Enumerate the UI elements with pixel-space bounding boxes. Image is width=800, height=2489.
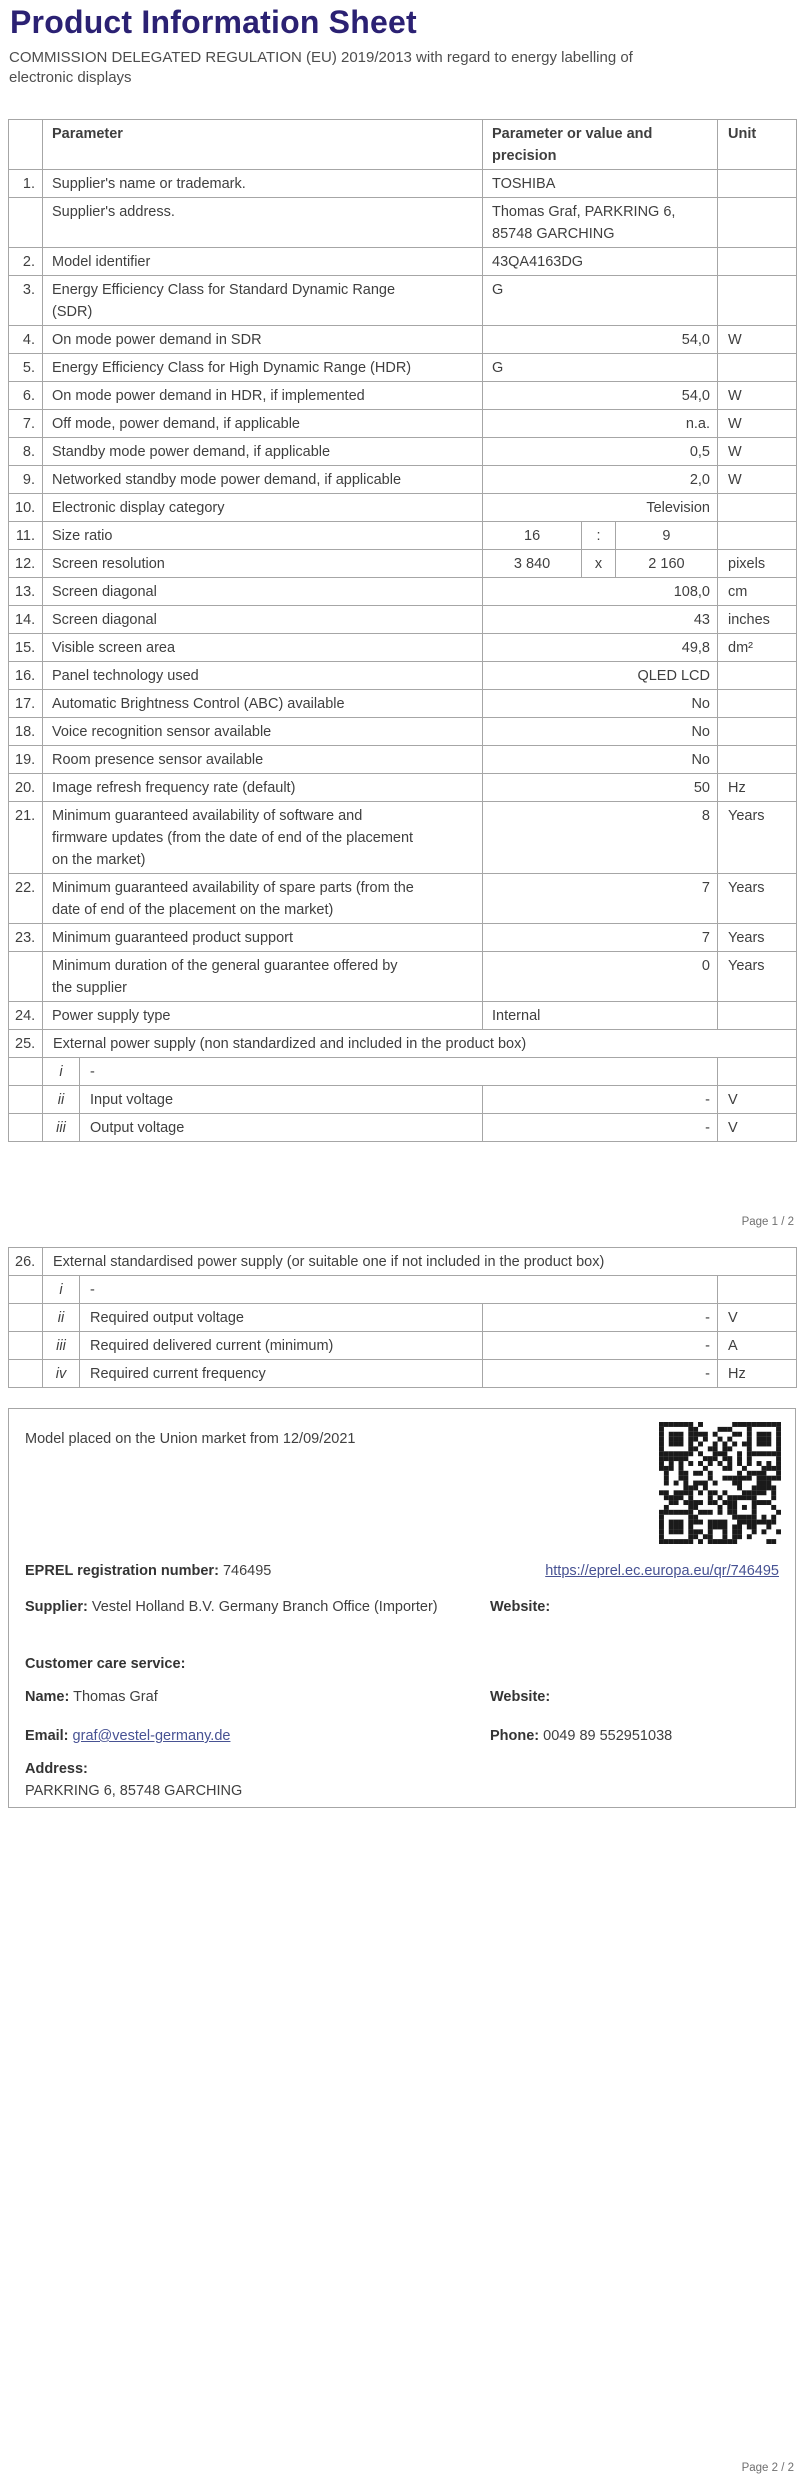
value-cell: - (483, 1332, 718, 1360)
table-row (9, 952, 797, 1002)
contact-phone (490, 1726, 779, 1747)
value-cell: 8 (483, 802, 718, 874)
table-row (9, 248, 797, 276)
sub-parameter-cell: - (80, 1276, 718, 1304)
row-number-cell: 4. (9, 326, 43, 354)
row-number-cell: 25. (9, 1030, 43, 1058)
qr-code-icon (659, 1422, 781, 1544)
unit-cell: V (718, 1086, 797, 1114)
website-field (490, 1597, 779, 1618)
table-row (9, 522, 797, 550)
row-number-cell: 26. (9, 1248, 43, 1276)
contact-email-row (25, 1726, 779, 1747)
parameter-label: Automatic Brightness Control (ABC) available (52, 695, 345, 712)
unit-cell (718, 690, 797, 718)
table-row (9, 410, 797, 438)
unit-cell: Years (718, 874, 797, 924)
value-text: Internal (492, 1007, 541, 1024)
value-cell: 2,0 (483, 466, 718, 494)
value-text: G (492, 281, 504, 298)
table-row (9, 606, 797, 634)
table-row (9, 634, 797, 662)
table-row (9, 1058, 797, 1086)
parameter-cell (43, 634, 483, 662)
parameter-label: Minimum duration of the general guarantee offered by the supplier (52, 957, 398, 996)
unit-cell (718, 522, 797, 550)
unit-cell: V (718, 1114, 797, 1142)
row-number-cell: 11. (9, 522, 43, 550)
table-header-row (9, 120, 797, 170)
row-number-cell: 18. (9, 718, 43, 746)
unit-cell (718, 1276, 797, 1304)
row-number-cell (9, 1058, 43, 1086)
unit-cell (718, 662, 797, 690)
row-number-cell (9, 1086, 43, 1114)
row-number-cell: 7. (9, 410, 43, 438)
value-cell (483, 550, 718, 578)
roman-numeral: iii (43, 1114, 80, 1142)
split-value-left: 16 (524, 527, 541, 544)
row-number-cell: 22. (9, 874, 43, 924)
value-cell (483, 1002, 718, 1030)
value-cell: 0,5 (483, 438, 718, 466)
website-field-2 (490, 1687, 779, 1708)
table-row (9, 326, 797, 354)
page-title: Product Information Sheet (10, 4, 417, 40)
table-row (9, 550, 797, 578)
parameter-label: Screen diagonal (52, 583, 157, 600)
row-number-cell: 1. (9, 170, 43, 198)
parameter-cell (43, 354, 483, 382)
page1-footer: Page 1 / 2 (741, 1216, 794, 1228)
row-number-cell: 21. (9, 802, 43, 874)
supplier-label: Supplier: (25, 1599, 88, 1615)
table-row (9, 1332, 797, 1360)
header-value: Parameter or value and precision (483, 120, 718, 170)
row-number-cell: 2. (9, 248, 43, 276)
row-number-cell: 20. (9, 774, 43, 802)
unit-cell (718, 1058, 797, 1086)
roman-numeral: ii (43, 1304, 80, 1332)
value-cell (483, 522, 718, 550)
table-row (9, 382, 797, 410)
value-cell: - (483, 1360, 718, 1388)
value-text: Thomas Graf, PARKRING 6, 85748 GARCHING (492, 203, 676, 242)
value-cell: 7 (483, 924, 718, 952)
table-row (9, 198, 797, 248)
eprel-value: 746495 (222, 1563, 272, 1579)
table-row (9, 438, 797, 466)
parameter-cell (43, 326, 483, 354)
unit-cell: W (718, 326, 797, 354)
address-label: Address: (25, 1761, 88, 1777)
parameter-label: Minimum guaranteed availability of spare parts (from the date of end of the placement on the market) (52, 879, 414, 918)
parameter-cell (43, 1002, 483, 1030)
customer-care-label: Customer care service: (25, 1656, 186, 1672)
unit-cell: W (718, 466, 797, 494)
unit-cell: pixels (718, 550, 797, 578)
product-parameters-table (8, 119, 797, 1142)
name-label: Name: (25, 1689, 70, 1705)
value-cell: 108,0 (483, 578, 718, 606)
parameter-label: Energy Efficiency Class for Standard Dynamic Range (SDR) (52, 281, 396, 320)
row-number-cell: 23. (9, 924, 43, 952)
eprel-link[interactable]: https://eprel.ec.europa.eu/qr/746495 (545, 1563, 779, 1579)
name-value: Thomas Graf (73, 1689, 158, 1705)
value-cell: - (483, 1086, 718, 1114)
parameter-cell (43, 170, 483, 198)
parameter-cell (43, 438, 483, 466)
row-number-cell: 19. (9, 746, 43, 774)
parameter-cell (43, 410, 483, 438)
split-value-right: 2 160 (648, 555, 685, 572)
value-cell: Television (483, 494, 718, 522)
website-label: Website: (490, 1599, 551, 1615)
table-row (9, 774, 797, 802)
table-row (9, 1248, 797, 1276)
table-row (9, 1030, 797, 1058)
row-number-cell (9, 1276, 43, 1304)
table-row (9, 1114, 797, 1142)
value-cell (483, 276, 718, 326)
unit-cell: inches (718, 606, 797, 634)
unit-cell: W (718, 382, 797, 410)
sub-parameter-cell: Required current frequency (80, 1360, 483, 1388)
table-row (9, 494, 797, 522)
parameter-cell (43, 874, 483, 924)
supplier-row (25, 1597, 779, 1618)
row-number-cell: 5. (9, 354, 43, 382)
unit-cell (718, 276, 797, 326)
row-number-cell (9, 1360, 43, 1388)
parameter-label: Electronic display category (52, 499, 225, 516)
header-empty-cell (9, 120, 43, 170)
address-value: PARKRING 6, 85748 GARCHING (25, 1783, 243, 1799)
parameter-cell (43, 662, 483, 690)
table-row (9, 276, 797, 326)
value-cell (483, 248, 718, 276)
parameter-label: Minimum guaranteed availability of software and firmware updates (from the date of end of the placement on the market) (52, 807, 414, 868)
value-cell (483, 198, 718, 248)
parameter-cell (43, 276, 483, 326)
value-text: TOSHIBA (492, 175, 556, 192)
unit-cell: Hz (718, 1360, 797, 1388)
value-cell: No (483, 690, 718, 718)
split-values (483, 550, 717, 577)
unit-cell: V (718, 1304, 797, 1332)
parameter-cell (43, 606, 483, 634)
sub-parameter-cell: - (80, 1058, 718, 1086)
value-cell: 0 (483, 952, 718, 1002)
parameter-label: Image refresh frequency rate (default) (52, 779, 296, 796)
market-date-line: Model placed on the Union market from 12/09/2021 (25, 1431, 356, 1447)
unit-cell (718, 718, 797, 746)
value-cell (483, 170, 718, 198)
table-row (9, 466, 797, 494)
row-number-cell: 12. (9, 550, 43, 578)
unit-cell: W (718, 438, 797, 466)
sub-parameter-cell: Required output voltage (80, 1304, 483, 1332)
value-cell: No (483, 718, 718, 746)
row-number-cell: 8. (9, 438, 43, 466)
value-cell: QLED LCD (483, 662, 718, 690)
parameter-cell (43, 466, 483, 494)
parameter-label: Size ratio (52, 527, 113, 544)
regulation-subtitle: COMMISSION DELEGATED REGULATION (EU) 2019/2013 with regard to energy labelling of electronic displays (9, 49, 633, 86)
unit-cell: cm (718, 578, 797, 606)
page2-footer: Page 2 / 2 (741, 2462, 794, 2474)
parameter-cell (43, 382, 483, 410)
section-label: External standardised power supply (or suitable one if not included in the product box) (43, 1248, 797, 1276)
phone-value: 0049 89 552951038 (543, 1728, 673, 1744)
parameter-label: Standby mode power demand, if applicable (52, 443, 331, 460)
header-unit: Unit (718, 120, 797, 170)
row-number-cell: 13. (9, 578, 43, 606)
parameter-label: Energy Efficiency Class for High Dynamic Range (HDR) (52, 359, 412, 376)
email-link[interactable]: graf@vestel-germany.de (72, 1728, 231, 1744)
row-number-cell: 17. (9, 690, 43, 718)
roman-numeral: ii (43, 1086, 80, 1114)
table-row (9, 802, 797, 874)
header-parameter: Parameter (43, 120, 483, 170)
eprel-registration (25, 1561, 271, 1582)
parameter-label: On mode power demand in SDR (52, 331, 262, 348)
unit-cell (718, 198, 797, 248)
split-values (483, 522, 717, 549)
unit-cell: Years (718, 924, 797, 952)
unit-cell: Years (718, 952, 797, 1002)
sub-parameter-cell: Required delivered current (minimum) (80, 1332, 483, 1360)
table-row (9, 354, 797, 382)
row-number-cell: 3. (9, 276, 43, 326)
roman-numeral: i (43, 1276, 80, 1304)
value-cell: 7 (483, 874, 718, 924)
unit-cell: dm² (718, 634, 797, 662)
eprel-row (25, 1561, 779, 1582)
row-number-cell: 9. (9, 466, 43, 494)
unit-cell: Hz (718, 774, 797, 802)
eprel-label: EPREL registration number: (25, 1563, 219, 1579)
parameter-cell (43, 952, 483, 1002)
table-row (9, 662, 797, 690)
contact-email (25, 1726, 490, 1747)
table-row (9, 718, 797, 746)
table-row (9, 690, 797, 718)
row-number-cell (9, 1332, 43, 1360)
table-row (9, 746, 797, 774)
unit-cell: A (718, 1332, 797, 1360)
parameter-cell (43, 774, 483, 802)
parameter-label: Minimum guaranteed product support (52, 929, 293, 946)
row-number-cell: 15. (9, 634, 43, 662)
value-cell (483, 354, 718, 382)
table-row (9, 578, 797, 606)
external-psu-table (8, 1247, 797, 1388)
phone-label: Phone: (490, 1728, 540, 1744)
split-separator: x (581, 550, 616, 577)
value-cell: 49,8 (483, 634, 718, 662)
value-cell: 54,0 (483, 382, 718, 410)
parameter-label: Screen resolution (52, 555, 165, 572)
sub-parameter-cell: Input voltage (80, 1086, 483, 1114)
value-cell: No (483, 746, 718, 774)
website-label-2: Website: (490, 1689, 551, 1705)
unit-cell (718, 170, 797, 198)
table-row (9, 170, 797, 198)
table-row (9, 1086, 797, 1114)
roman-numeral: iv (43, 1360, 80, 1388)
row-number-cell (9, 198, 43, 248)
unit-cell (718, 354, 797, 382)
table-row (9, 924, 797, 952)
table-row (9, 1360, 797, 1388)
split-separator: : (581, 522, 616, 549)
row-number-cell: 16. (9, 662, 43, 690)
parameter-label: Supplier's address. (52, 203, 175, 220)
row-number-cell (9, 1304, 43, 1332)
table-row (9, 1304, 797, 1332)
parameter-label: Supplier's name or trademark. (52, 175, 246, 192)
roman-numeral: iii (43, 1332, 80, 1360)
roman-numeral: i (43, 1058, 80, 1086)
unit-cell (718, 494, 797, 522)
value-text: G (492, 359, 504, 376)
parameter-label: Voice recognition sensor available (52, 723, 272, 740)
parameter-label: Power supply type (52, 1007, 171, 1024)
parameter-cell (43, 522, 483, 550)
parameter-cell (43, 746, 483, 774)
split-value-left: 3 840 (513, 555, 551, 572)
value-cell: - (483, 1114, 718, 1142)
row-number-cell: 10. (9, 494, 43, 522)
unit-cell (718, 746, 797, 774)
parameter-label: Networked standby mode power demand, if applicable (52, 471, 402, 488)
value-cell: 54,0 (483, 326, 718, 354)
contact-name-row (25, 1687, 779, 1708)
table-row (9, 1002, 797, 1030)
unit-cell: Years (718, 802, 797, 874)
parameter-label: Room presence sensor available (52, 751, 264, 768)
value-cell: 43 (483, 606, 718, 634)
value-text: 43QA4163DG (492, 253, 584, 270)
parameter-cell (43, 578, 483, 606)
parameter-label: Visible screen area (52, 639, 176, 656)
parameter-label: Off mode, power demand, if applicable (52, 415, 300, 432)
parameter-label: Screen diagonal (52, 611, 157, 628)
parameter-cell (43, 802, 483, 874)
unit-cell (718, 248, 797, 276)
row-number-cell: 24. (9, 1002, 43, 1030)
parameter-label: On mode power demand in HDR, if implemented (52, 387, 365, 404)
parameter-cell (43, 494, 483, 522)
unit-cell: W (718, 410, 797, 438)
parameter-label: Panel technology used (52, 667, 199, 684)
value-cell: 50 (483, 774, 718, 802)
parameter-cell (43, 550, 483, 578)
row-number-cell (9, 952, 43, 1002)
split-value-right: 9 (662, 527, 671, 544)
supplier-info-box (8, 1408, 796, 1808)
parameter-cell (43, 198, 483, 248)
table-row (9, 874, 797, 924)
section-label: External power supply (non standardized and included in the product box) (43, 1030, 797, 1058)
email-label: Email: (25, 1728, 69, 1744)
row-number-cell (9, 1114, 43, 1142)
parameter-cell (43, 248, 483, 276)
unit-cell (718, 1002, 797, 1030)
parameter-cell (43, 924, 483, 952)
row-number-cell: 6. (9, 382, 43, 410)
row-number-cell: 14. (9, 606, 43, 634)
supplier-value: Vestel Holland B.V. Germany Branch Office (Importer) (91, 1599, 438, 1615)
value-cell: - (483, 1304, 718, 1332)
parameter-cell (43, 718, 483, 746)
sub-parameter-cell: Output voltage (80, 1114, 483, 1142)
parameter-cell (43, 690, 483, 718)
supplier-info (25, 1597, 445, 1618)
parameter-label: Model identifier (52, 253, 151, 270)
contact-name (25, 1687, 490, 1708)
value-cell: n.a. (483, 410, 718, 438)
table-row (9, 1276, 797, 1304)
